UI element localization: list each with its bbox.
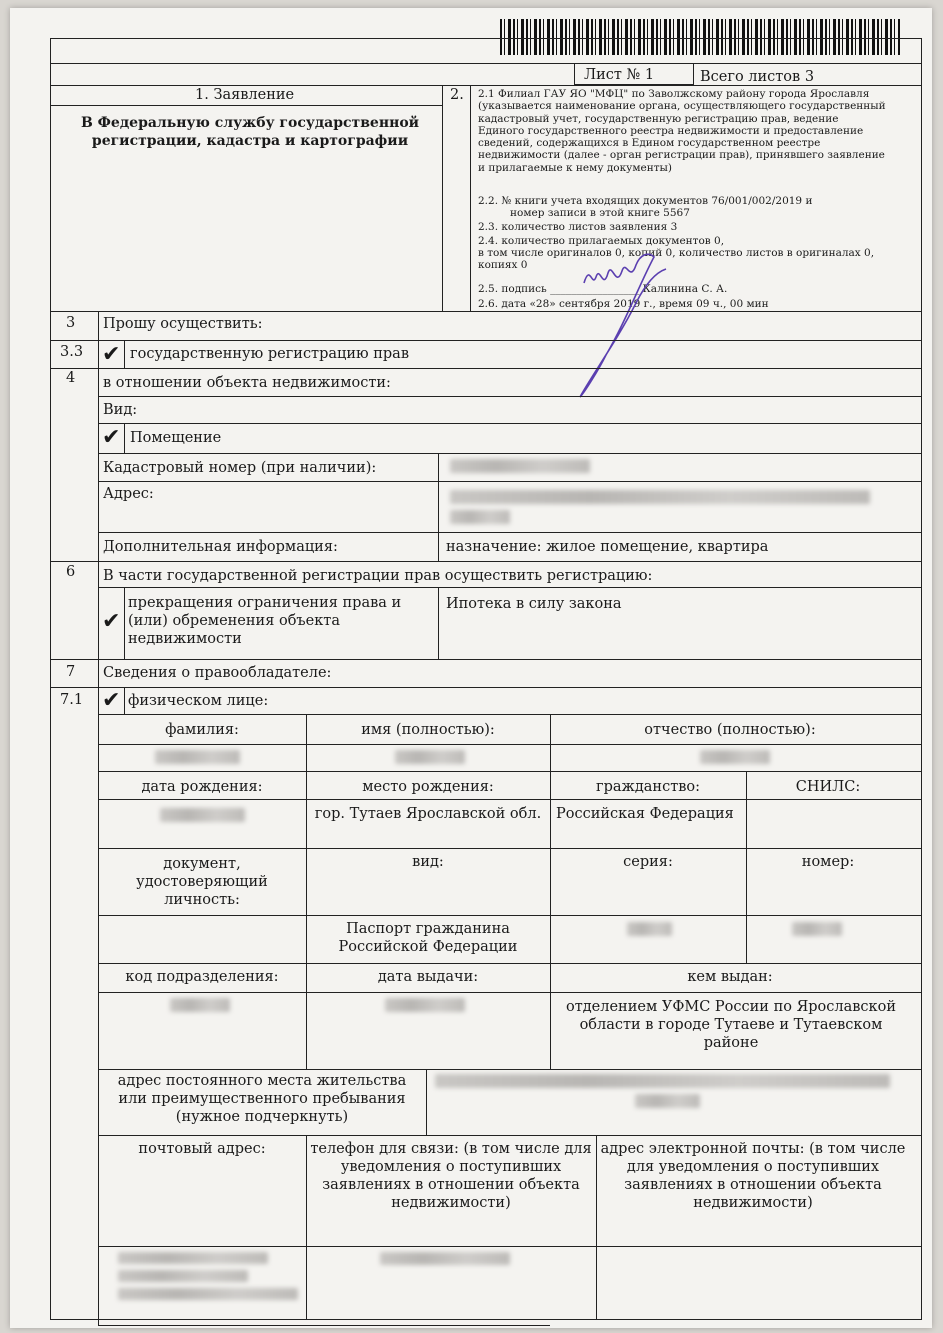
patronymic-header: отчество (полностью):: [644, 722, 816, 738]
cadastral-label: Кадастровый номер (при наличии):: [103, 460, 377, 476]
checkbox-registration[interactable]: ✔: [102, 342, 121, 367]
row-6-number: 6: [66, 564, 76, 580]
sheet-number: Лист № 1: [584, 67, 655, 83]
object-label: в отношении объекта недвижимости:: [103, 375, 391, 391]
termination-option: прекращения ограничения права и (или) обременения объекта недвижимости: [128, 595, 402, 647]
extra-info-label: Дополнительная информация:: [103, 539, 338, 555]
encumbrance-value: Ипотека в силу закона: [446, 596, 622, 612]
record-number: номер записи в этой книге 5567: [510, 207, 690, 219]
phone-header: телефон для связи: (в том числе для уведомления о поступивших заявлениях в отношении объекта недвижимости): [310, 1141, 592, 1211]
checkbox-premises[interactable]: ✔: [102, 425, 121, 450]
doc-number-header: номер:: [801, 854, 855, 870]
doc-series-header: серия:: [623, 854, 673, 870]
email-header: адрес электронной почты: (в том числе для уведомления о поступивших заявлениях в отношении объекта недвижимости): [600, 1141, 906, 1211]
citizenship-value: Российская Федерация: [556, 806, 734, 822]
signature-line: 2.5. подпись _________________ Калинина С. А.: [478, 283, 728, 295]
originals-copies: в том числе оригиналов 0, копий 0, количество листов в оригиналах 0, копиях 0: [478, 247, 875, 272]
section-2-number: 2.: [450, 87, 464, 103]
registration-of-rights: государственную регистрацию прав: [130, 346, 409, 362]
row-7-1-number: 7.1: [60, 692, 84, 708]
residence-address-redacted: [435, 1074, 890, 1088]
issued-by-header: кем выдан:: [687, 969, 773, 985]
row-7-number: 7: [66, 664, 76, 680]
documents-count: 2.4. количество прилагаемых документов 0,: [478, 235, 725, 247]
registration-office-info: 2.1 Филиал ГАУ ЯО "МФЦ" по Заволжскому району города Ярославля (указывается наименование органа, осуществляющего государственный кадастровый учет, государственную регистрацию прав, ведение Единого государственного реестра недвижимости и предоставление сведений, содержащихся в Едином государственном реестре недвижимости (далее - орган регистрации прав), принявшего заявление и прилагаемые к нему документы): [478, 88, 886, 174]
row-3-3-number: 3.3: [60, 344, 84, 360]
birthplace-value: гор. Тутаев Ярославской обл.: [314, 806, 542, 822]
extra-info-value: назначение: жилое помещение, квартира: [446, 539, 769, 555]
doc-kind-header: вид:: [412, 854, 444, 870]
sheets-count: 2.3. количество листов заявления 3: [478, 221, 678, 233]
registration-part-label: В части государственной регистрации прав осуществить регистрацию:: [103, 568, 653, 584]
postal-address-header: почтовый адрес:: [138, 1141, 266, 1157]
address-redacted: [450, 490, 870, 504]
birthdate-header: дата рождения:: [141, 779, 263, 795]
birthdate-redacted: [160, 808, 245, 822]
dept-code-header: код подразделения:: [125, 969, 279, 985]
book-record: 2.2. № книги учета входящих документов 76/001/002/2019 и: [478, 195, 813, 207]
application-form-page: [10, 8, 932, 1328]
id-document-header: документ, удостоверяющий личность:: [136, 856, 268, 908]
citizenship-header: гражданство:: [595, 779, 701, 795]
row-4-number: 4: [66, 370, 76, 386]
recipient-authority: В Федеральную службу государственной регистрации, кадастра и картографии: [80, 115, 420, 149]
name-header: имя (полностью):: [361, 722, 495, 738]
cadastral-number-redacted: [450, 459, 590, 473]
request-label: Прошу осуществить:: [103, 316, 263, 332]
surname-header: фамилия:: [165, 722, 239, 738]
premises-value: Помещение: [130, 430, 222, 446]
issue-date-header: дата выдачи:: [377, 969, 479, 985]
birthplace-header: место рождения:: [362, 779, 494, 795]
issue-date-redacted: [385, 998, 465, 1012]
dept-code-redacted: [170, 998, 230, 1012]
doc-series-redacted: [627, 922, 672, 936]
address-label: Адрес:: [103, 486, 154, 502]
issued-by-value: отделением УФМС России по Ярославской области в городе Тутаеве и Тутаевском районе: [565, 999, 897, 1051]
handwritten-signature: [570, 243, 680, 403]
individual-label: физическом лице:: [128, 693, 269, 709]
doc-number-redacted: [792, 922, 842, 936]
postal-address-redacted: [118, 1252, 268, 1264]
snils-header: СНИЛС:: [795, 779, 861, 795]
kind-label: Вид:: [103, 402, 138, 418]
acceptance-date: 2.6. дата «28» сентября 2019 г., время 09 ч., 00 мин: [478, 298, 769, 310]
section-1-title: 1. Заявление: [195, 87, 295, 103]
checkbox-termination[interactable]: ✔: [102, 609, 121, 634]
checkbox-individual[interactable]: ✔: [102, 688, 121, 713]
row-3-number: 3: [66, 315, 76, 331]
owner-info-label: Сведения о правообладателе:: [103, 665, 332, 681]
name-redacted: [395, 750, 465, 764]
patronymic-redacted: [700, 750, 770, 764]
residence-address-header: адрес постоянного места жительства или преимущественного пребывания (нужное подчеркнуть): [117, 1073, 407, 1125]
total-sheets: Всего листов 3: [700, 69, 815, 85]
phone-redacted: [380, 1252, 510, 1265]
surname-redacted: [155, 750, 240, 764]
doc-kind-value: Паспорт гражданина Российской Федерации: [338, 921, 518, 955]
